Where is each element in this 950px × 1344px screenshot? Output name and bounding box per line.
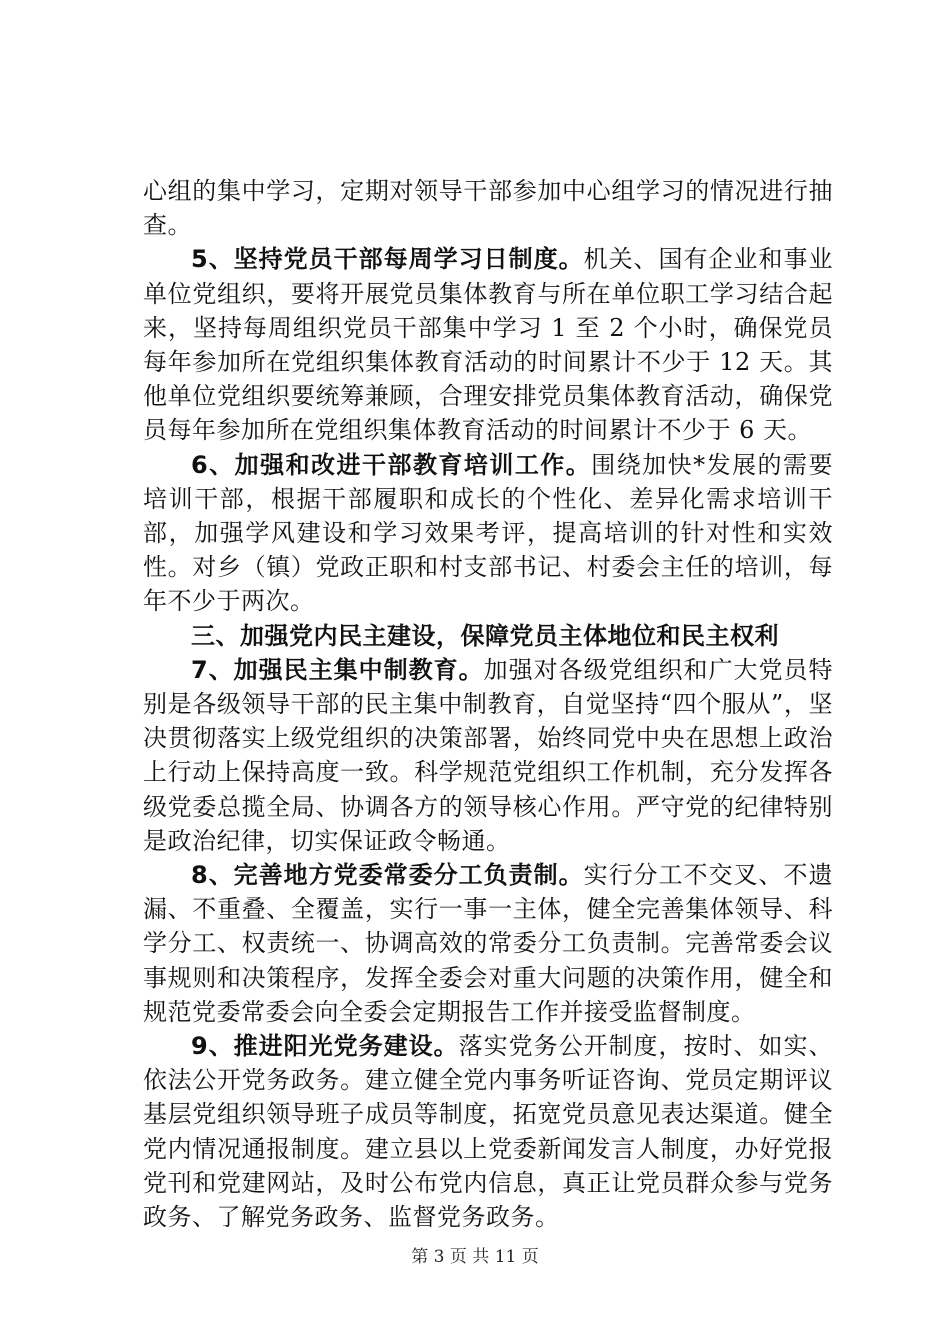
paragraph-text: 心组的集中学习，定期对领导干部参加中心组学习的情况进行抽查。 [143, 177, 833, 240]
page-footer [0, 1242, 950, 1267]
paragraph-text: 机关、国有企业和事业单位党组织，要将开展党员集体教育与所在单位职工学习结合起来，坚持每周组织党员干部集中学习 1 至 2 个小时，确保党员每年参加所在党组织集体教育活动的时间累计不少于 12 天。其他单位党组织要统筹兼顾，合理安排党员集体教育活动，确保党员每年参加所在党组织集体教育活动的时间累计不少于 6 天。 [143, 245, 834, 445]
paragraph-text: 落实党务公开制度，按时、如实、依法公开党务政务。建立健全党内事务听证咨询、党员定期评议基层党组织领导班子成员等制度，拓宽党员意见表达渠道。健全党内情况通报制度。建立县以上党委新闻发言人制度，办好党报党刊和党建网站，及时公布党内信息，真正让党员群众参与党务政务、了解党务政务、监督党务政务。 [143, 1032, 833, 1232]
paragraph-text: 实行分工不交叉、不遗漏、不重叠、全覆盖，实行一事一主体，健全完善集体领导、科学分工、权责统一、协调高效的常委分工负责制。完善常委会议事规则和决策程序，发挥全委会对重大问题的决策作用，健全和规范党委常委会向全委会定期报告工作并接受监督制度。 [143, 861, 834, 1026]
paragraph-item-9 [143, 1029, 833, 1234]
paragraph-heading: 6、加强和改进干部教育培训工作。 [191, 450, 592, 479]
paragraph-continuation [143, 174, 833, 242]
paragraph-text: 加强对各级党组织和广大党员特别是各级领导干部的民主集中制教育，自觉坚持“四个服从”，坚决贯彻落实上级党组织的决策部署，始终同党中央在思想上政治上行动上保持高度一致。科学规范党组织工作机制，充分发挥各级党委总揽全局、协调各方的领导核心作用。严守党的纪律特别是政治纪律，切实保证政令畅通。 [143, 655, 834, 855]
paragraph-heading: 9、推进阳光党务建设。 [191, 1032, 459, 1061]
section-heading-3: 三、加强党内民主建设，保障党员主体地位和民主权利 [191, 621, 779, 650]
paragraph-heading: 8、完善地方党委常委分工负责制。 [191, 861, 584, 890]
paragraph-item-5 [143, 242, 833, 447]
paragraph-item-7 [143, 653, 833, 858]
document-body [143, 174, 833, 1234]
paragraph-item-6 [143, 448, 833, 619]
page-number: 第 3 页 共 11 页 [411, 1247, 539, 1267]
paragraph-heading: 5、坚持党员干部每周学习日制度。 [191, 245, 584, 274]
paragraph-heading: 7、加强民主集中制教育。 [191, 655, 484, 684]
paragraph-item-8 [143, 858, 833, 1029]
paragraph-text: 围绕加快*发展的需要培训干部，根据干部履职和成长的个性化、差异化需求培训干部，加强学风建设和学习效果考评，提高培训的针对性和实效性。对乡（镇）党政正职和村支部书记、村委会主任的培训，每年不少于两次。 [143, 450, 833, 616]
